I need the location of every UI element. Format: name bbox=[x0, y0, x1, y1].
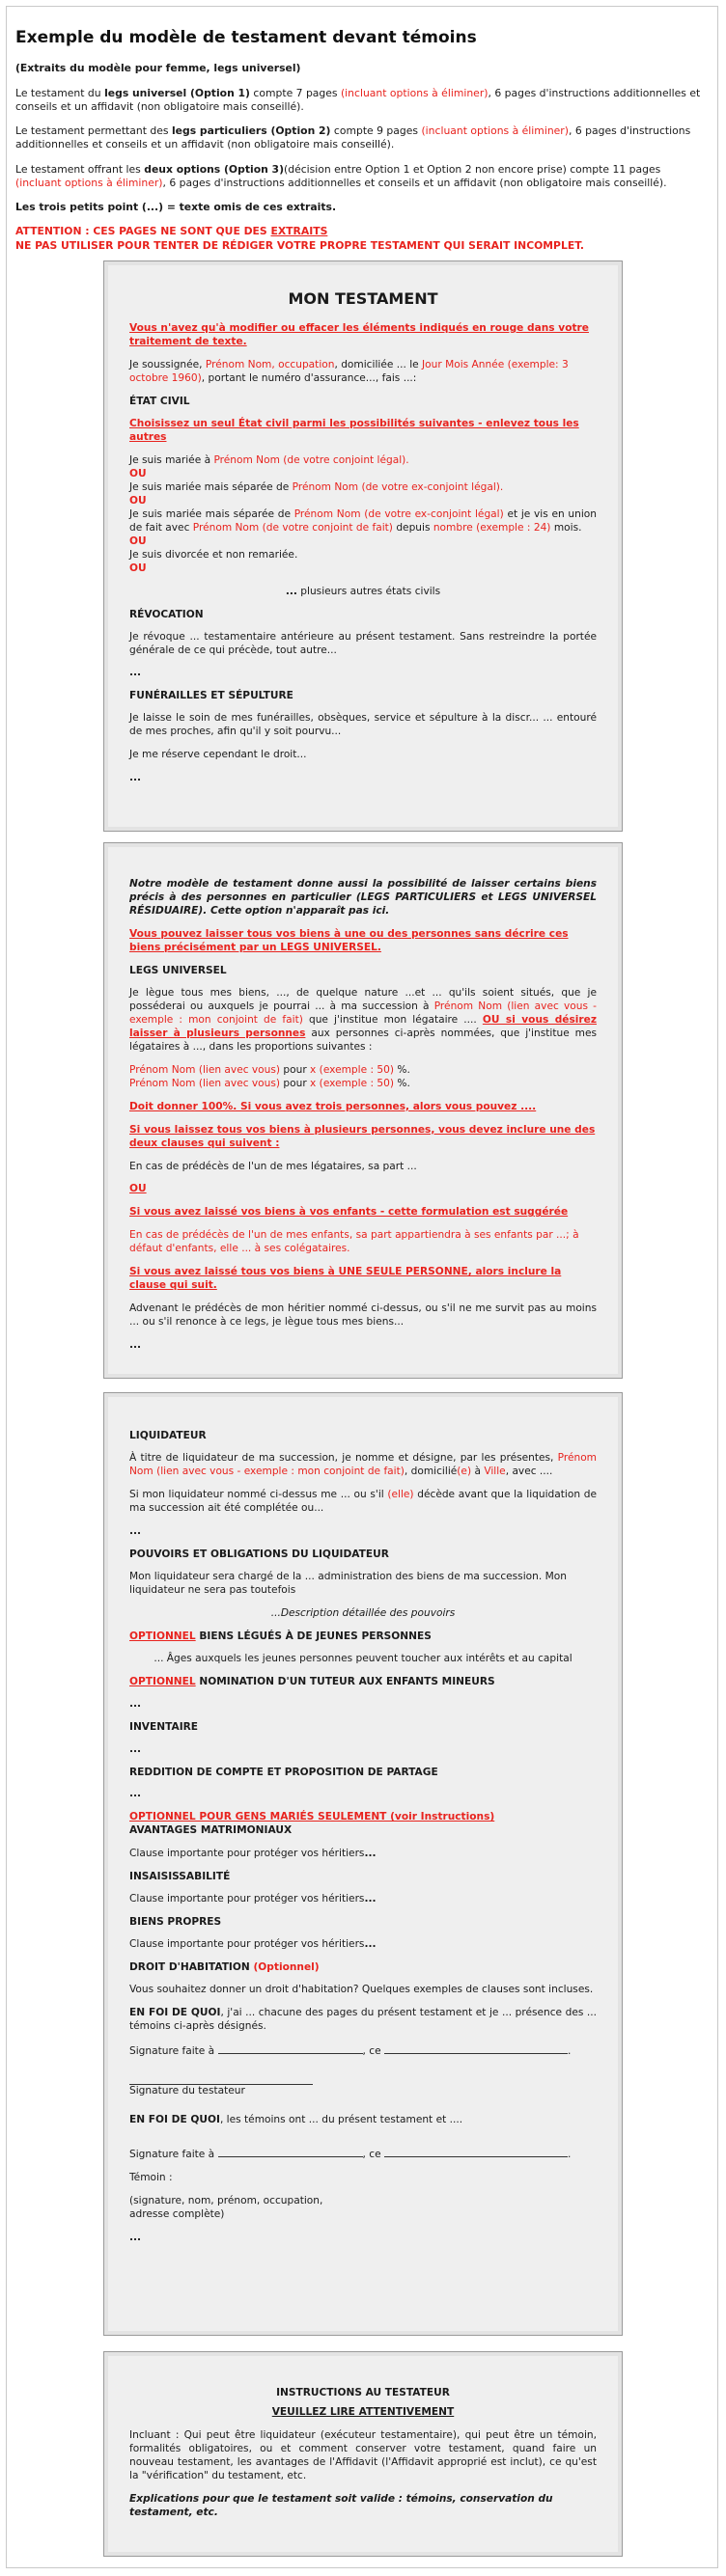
en-foi-label: EN FOI DE QUOI bbox=[129, 2007, 221, 2019]
text: , avec .... bbox=[505, 1465, 553, 1477]
section-heading bbox=[129, 1676, 597, 1689]
edit-instruction: Vous n'avez qu'à modifier ou effacer les éléments indiqués en rouge dans votre traitement de texte. bbox=[129, 322, 589, 348]
placeholder: Prénom Nom (de votre conjoint légal). bbox=[213, 453, 409, 466]
text: ATTENTION : CES PAGES NE SONT QUE DES bbox=[15, 225, 271, 238]
section-heading: LEGS UNIVERSEL bbox=[129, 964, 227, 976]
instructions-card bbox=[103, 2351, 623, 2557]
option2-label: legs particuliers (Option 2) bbox=[171, 124, 331, 138]
section-heading: RÉVOCATION bbox=[129, 608, 204, 620]
text: Signature faite à bbox=[129, 2045, 218, 2058]
text: Si mon liquidateur nommé ci-dessus me ... ou s'il bbox=[129, 1488, 388, 1500]
civil-options bbox=[129, 454, 597, 576]
ellipsis: ... bbox=[129, 1339, 142, 1352]
legs-card bbox=[103, 842, 623, 1379]
choose-instruction: Choisissez un seul État civil parmi les possibilités suivantes - enlevez tous les autres bbox=[129, 417, 579, 443]
text: Je lègue tous mes biens, ..., de quelque nature ...et ... qu'ils soient situés, que je posséderai ou auxquels je pourrai ... à ma succession à bbox=[129, 986, 597, 1012]
single-instruction: Si vous avez laissé tous vos biens à UNE SEULE PERSONNE, alors inclure la clause qui suit. bbox=[129, 1266, 562, 1292]
instructions-heading: INSTRUCTIONS AU TESTATEUR bbox=[276, 2387, 450, 2398]
text: que j'institue mon légataire .... bbox=[302, 1013, 483, 1026]
intro-option3 bbox=[15, 163, 709, 191]
options-note: (incluant options à éliminer) bbox=[15, 176, 163, 189]
text: Clause importante pour protéger vos héritiers bbox=[129, 1848, 365, 1860]
text: Le testament permettant des bbox=[15, 124, 172, 138]
text: Je soussignée, bbox=[129, 359, 206, 371]
testator-signature bbox=[129, 2074, 597, 2098]
funeral-text-2: Je me réserve cependant le droit... bbox=[129, 749, 307, 761]
intro-subtitle: (Extraits du modèle pour femme, legs universel) bbox=[15, 62, 301, 75]
en-foi-text bbox=[129, 2007, 597, 2034]
or-label: OU bbox=[129, 562, 147, 574]
witness-note: (signature, nom, prénom, occupation, adresse complète) bbox=[129, 2194, 323, 2220]
text: Clause importante pour protéger vos héritiers bbox=[129, 1893, 365, 1905]
read-carefully: VEUILLEZ LIRE ATTENTIVEMENT bbox=[271, 2405, 455, 2418]
ellipsis: ... bbox=[129, 2231, 142, 2243]
married-label: OPTIONNEL POUR GENS MARIÉS SEULEMENT (voir Instructions) bbox=[129, 1811, 495, 1823]
placeholder: Prénom Nom (lien avec vous - exemple : mon conjoint de fait) bbox=[129, 1451, 597, 1477]
placeholder: nombre (exemple : 24) bbox=[433, 521, 551, 534]
text: compte 7 pages bbox=[249, 86, 341, 99]
text: , ce bbox=[362, 2149, 384, 2160]
text: NOMINATION D'UN TUTEUR AUX ENFANTS MINEURS bbox=[195, 1675, 495, 1687]
optional-label: OPTIONNEL bbox=[129, 1675, 196, 1687]
text: AVANTAGES MATRIMONIAUX bbox=[129, 1824, 293, 1837]
liquidateur-text bbox=[129, 1452, 597, 1479]
signature-line: Signature faite à , ce . bbox=[129, 2045, 572, 2058]
text: Le testament du bbox=[15, 86, 105, 99]
text: BIENS LÉGUÉS À DE JEUNES PERSONNES bbox=[195, 1630, 432, 1642]
placeholder: (e) bbox=[457, 1465, 472, 1477]
section-heading bbox=[129, 1961, 597, 1975]
text: , domiciliée ... le bbox=[334, 359, 423, 371]
ellipsis: ... bbox=[129, 1742, 142, 1755]
or-label: OU bbox=[129, 467, 147, 480]
liquidateur-text-2 bbox=[129, 1489, 597, 1516]
section-heading: INVENTAIRE bbox=[129, 1720, 199, 1733]
placeholder: Prénom Nom (lien avec vous) bbox=[129, 1077, 281, 1089]
clause-text: Clause importante pour protéger vos héritiers... bbox=[129, 1938, 377, 1951]
options-note: (incluant options à éliminer) bbox=[421, 124, 569, 138]
warning-line-1 bbox=[15, 225, 709, 238]
text: , domicilié bbox=[404, 1465, 458, 1477]
placeholder: Prénom Nom (lien avec vous) bbox=[129, 1063, 281, 1076]
text: et je vis en union de fait avec bbox=[129, 507, 597, 534]
option3-label: deux options (Option 3) bbox=[144, 162, 285, 176]
text: Signature du testateur bbox=[129, 2085, 245, 2097]
placeholder: x (exemple : 50) bbox=[310, 1063, 395, 1076]
clause-text: Clause importante pour protéger vos héritiers... bbox=[129, 1848, 377, 1860]
page-title: Exemple du modèle de testament devant témoins bbox=[15, 28, 477, 47]
en-foi-label: EN FOI DE QUOI bbox=[129, 2114, 220, 2126]
optional-note: (Optionnel) bbox=[253, 1961, 320, 1974]
section-heading: ÉTAT CIVIL bbox=[129, 395, 190, 407]
ellipsis: ... bbox=[129, 1697, 142, 1710]
habitation-text: Vous souhaitez donner un droit d'habitation? Quelques exemples de clauses sont incluses. bbox=[129, 1984, 594, 1996]
text: mois. bbox=[550, 521, 582, 534]
text: , portant le numéro d'assurance..., fais ...: bbox=[201, 372, 417, 385]
or-label: OU bbox=[129, 534, 147, 547]
section-heading bbox=[129, 1811, 597, 1838]
intro-option1 bbox=[15, 87, 709, 115]
clause-instruction: Si vous laissez tous vos biens à plusieurs personnes, vous devez inclure une des deux clauses qui suivent : bbox=[129, 1123, 596, 1149]
text: , les témoins ont ... du présent testament et .... bbox=[219, 2114, 463, 2126]
section-heading: BIENS PROPRES bbox=[129, 1916, 222, 1929]
explanations: Explications pour que le testament soit valide : témoins, conservation du testament, etc. bbox=[129, 2492, 553, 2518]
text: à bbox=[471, 1465, 485, 1477]
section-heading: INSAISISSABILITÉ bbox=[129, 1871, 231, 1883]
text: %. bbox=[394, 1077, 410, 1089]
section-heading: LIQUIDATEUR bbox=[129, 1430, 207, 1441]
placeholder: Prénom Nom, occupation bbox=[205, 359, 335, 371]
or-label: OU bbox=[129, 1183, 147, 1195]
text: depuis bbox=[392, 521, 433, 534]
intro-dots-note: Les trois petits point (...) = texte omis de ces extraits. bbox=[15, 201, 337, 214]
placeholder: x (exemple : 50) bbox=[310, 1077, 395, 1089]
text: Le testament offrant les bbox=[15, 162, 145, 176]
ellipsis: ... bbox=[129, 772, 142, 784]
testament-title: MON TESTAMENT bbox=[288, 289, 438, 308]
section-heading: POUVOIRS ET OBLIGATIONS DU LIQUIDATEUR bbox=[129, 1548, 389, 1560]
options-note: (incluant options à éliminer) bbox=[340, 86, 489, 99]
placeholder: (elle) bbox=[387, 1488, 414, 1500]
placeholder: Ville bbox=[484, 1465, 506, 1477]
multi-instruction: OU si vous désirez laisser à plusieurs personnes bbox=[129, 1013, 597, 1039]
kids-instruction: Si vous avez laissé vos biens à vos enfants - cette formulation est suggérée bbox=[129, 1206, 569, 1219]
text: compte 9 pages bbox=[330, 124, 422, 138]
text: DROIT D'HABITATION bbox=[129, 1961, 254, 1974]
section-heading bbox=[129, 1631, 597, 1644]
placeholder: Jour Mois Année (exemple: 3 octobre 1960) bbox=[129, 359, 569, 385]
placeholder: Prénom Nom (lien avec vous - exemple : mon conjoint de fait) bbox=[129, 1000, 597, 1026]
text: Je suis mariée mais séparée de bbox=[129, 507, 294, 520]
ellipsis: ... bbox=[129, 667, 142, 679]
text: , 6 pages d'instructions additionnelles et conseils et un affidavit (non obligatoire mais conseillé). bbox=[15, 86, 701, 113]
placeholder: Prénom Nom (de votre ex-conjoint légal) bbox=[293, 507, 504, 520]
legs-text bbox=[129, 987, 597, 1055]
legataires-list bbox=[129, 1064, 597, 1091]
text: pour bbox=[280, 1077, 311, 1089]
text: Je suis mariée mais séparée de bbox=[129, 480, 293, 493]
legs-instruction: Vous pouvez laisser tous vos biens à une ou des personnes sans décrire ces biens précisément par un LEGS UNIVERSEL. bbox=[129, 927, 569, 953]
liquidateur-card bbox=[103, 1392, 623, 2336]
placeholder: Prénom Nom (de votre ex-conjoint légal). bbox=[292, 480, 504, 493]
text: aux personnes ci-après nommées, que j'institue mes légataires à ..., dans les proportions suivantes : bbox=[129, 1027, 597, 1053]
text: , j'ai ... chacune des pages du présent testament et je ... présence des ... témoins ci-après désignés. bbox=[129, 2007, 597, 2033]
intro-section bbox=[15, 27, 709, 253]
ellipsis: ... bbox=[129, 1788, 142, 1800]
text: Je suis mariée à bbox=[129, 453, 214, 466]
text: , ce bbox=[362, 2045, 384, 2058]
en-foi-text-2 bbox=[129, 2114, 597, 2127]
text: Témoin : bbox=[129, 2171, 173, 2183]
text: À titre de liquidateur de ma succession, je nomme et désigne, par les présentes, bbox=[129, 1451, 558, 1464]
text: Je suis divorcée et non remariée. bbox=[129, 548, 298, 561]
extraits-word: EXTRAITS bbox=[270, 225, 328, 238]
testament-card bbox=[103, 260, 623, 832]
more-civil: ... plusieurs autres états civils bbox=[285, 585, 441, 597]
ellipsis: ... bbox=[129, 1524, 142, 1537]
text: Clause importante pour protéger vos héritiers bbox=[129, 1938, 365, 1951]
witness-block bbox=[129, 2172, 597, 2185]
pouvoirs-text: Mon liquidateur sera chargé de la ... administration des biens de ma succession. Mon liquidateur ne sera pas toutefois bbox=[129, 1570, 567, 1596]
option-note: Notre modèle de testament donne aussi la possibilité de laisser certains biens précis à des personnes en particulier (LEGS PARTICULIERS et LEGS UNIVERSEL RÉSIDUAIRE). Cette option n'apparaît pas ici. bbox=[129, 878, 597, 917]
section-heading: REDDITION DE COMPTE ET PROPOSITION DE PARTAGE bbox=[129, 1766, 438, 1778]
advenant-text: Advenant le prédécès de mon héritier nommé ci-dessus, ou s'il ne me survit pas au moins ... ou s'il renonce à ce legs, je lègue tous mes biens... bbox=[129, 1302, 597, 1329]
declaration bbox=[129, 359, 597, 386]
kids-text: En cas de prédécès de l'un de mes enfants, sa part appartiendra à ses enfants par ...; à défaut d'enfants, elle ... à ses colégataires. bbox=[129, 1229, 579, 1255]
text: , 6 pages d'instructions additionnelles et conseils et un affidavit (non obligatoire mais conseillé). bbox=[162, 176, 667, 189]
text: pour bbox=[280, 1063, 311, 1076]
predeces-text: En cas de prédécès de l'un de mes légataires, sa part ... bbox=[129, 1160, 417, 1172]
text: (décision entre Option 1 et Option 2 non encore prise) compte 11 pages bbox=[284, 162, 661, 176]
instructions-text: Incluant : Qui peut être liquidateur (exécuteur testamentaire), qui peut être un témoin, formalités obligatoires, ou et comment conserver votre testament, quand faire un nouveau testament, les avantages de l'Affidavit (l'Affidavit approprié est inclut), ce qu'est la "vérification" du testament, etc. bbox=[129, 2428, 597, 2481]
text: décède avant que la liquidation de ma succession ait été complétée ou... bbox=[129, 1488, 597, 1514]
section-heading: FUNÉRAILLES ET SÉPULTURE bbox=[129, 690, 293, 702]
placeholder: Prénom Nom (de votre conjoint de fait) bbox=[192, 521, 393, 534]
funeral-text: Je laisse le soin de mes funérailles, obsèques, service et sépulture à la discr... ... entouré de mes proches, afin qu'il y soit pourvu... bbox=[129, 712, 597, 738]
revocation-text: Je révoque ... testamentaire antérieure au présent testament. Sans restreindre la portée générale de ce qui précède, tout autre... bbox=[129, 630, 597, 656]
clause-text: Clause importante pour protéger vos héritiers... bbox=[129, 1893, 377, 1905]
text: Signature faite à bbox=[129, 2149, 218, 2160]
young-text: ... Âges auxquels les jeunes personnes peuvent toucher aux intérêts et au capital bbox=[154, 1652, 572, 1664]
or-label: OU bbox=[129, 494, 147, 507]
text: %. bbox=[394, 1063, 410, 1076]
total-instruction: Doit donner 100%. Si vous avez trois personnes, alors vous pouvez .... bbox=[129, 1100, 537, 1112]
warning-line-2: NE PAS UTILISER POUR TENTER DE RÉDIGER VOTRE PROPRE TESTAMENT QUI SERAIT INCOMPLET. bbox=[15, 238, 585, 252]
intro-option2 bbox=[15, 124, 709, 152]
text: , 6 pages d'instructions additionnelles et conseils et un affidavit (non obligatoire mais conseillé). bbox=[15, 124, 691, 151]
optional-label: OPTIONNEL bbox=[129, 1630, 196, 1642]
signature-line: Signature faite à , ce . bbox=[129, 2149, 572, 2160]
pouvoirs-description: ...Description détaillée des pouvoirs bbox=[270, 1606, 456, 1619]
option1-label: legs universel (Option 1) bbox=[104, 86, 250, 99]
